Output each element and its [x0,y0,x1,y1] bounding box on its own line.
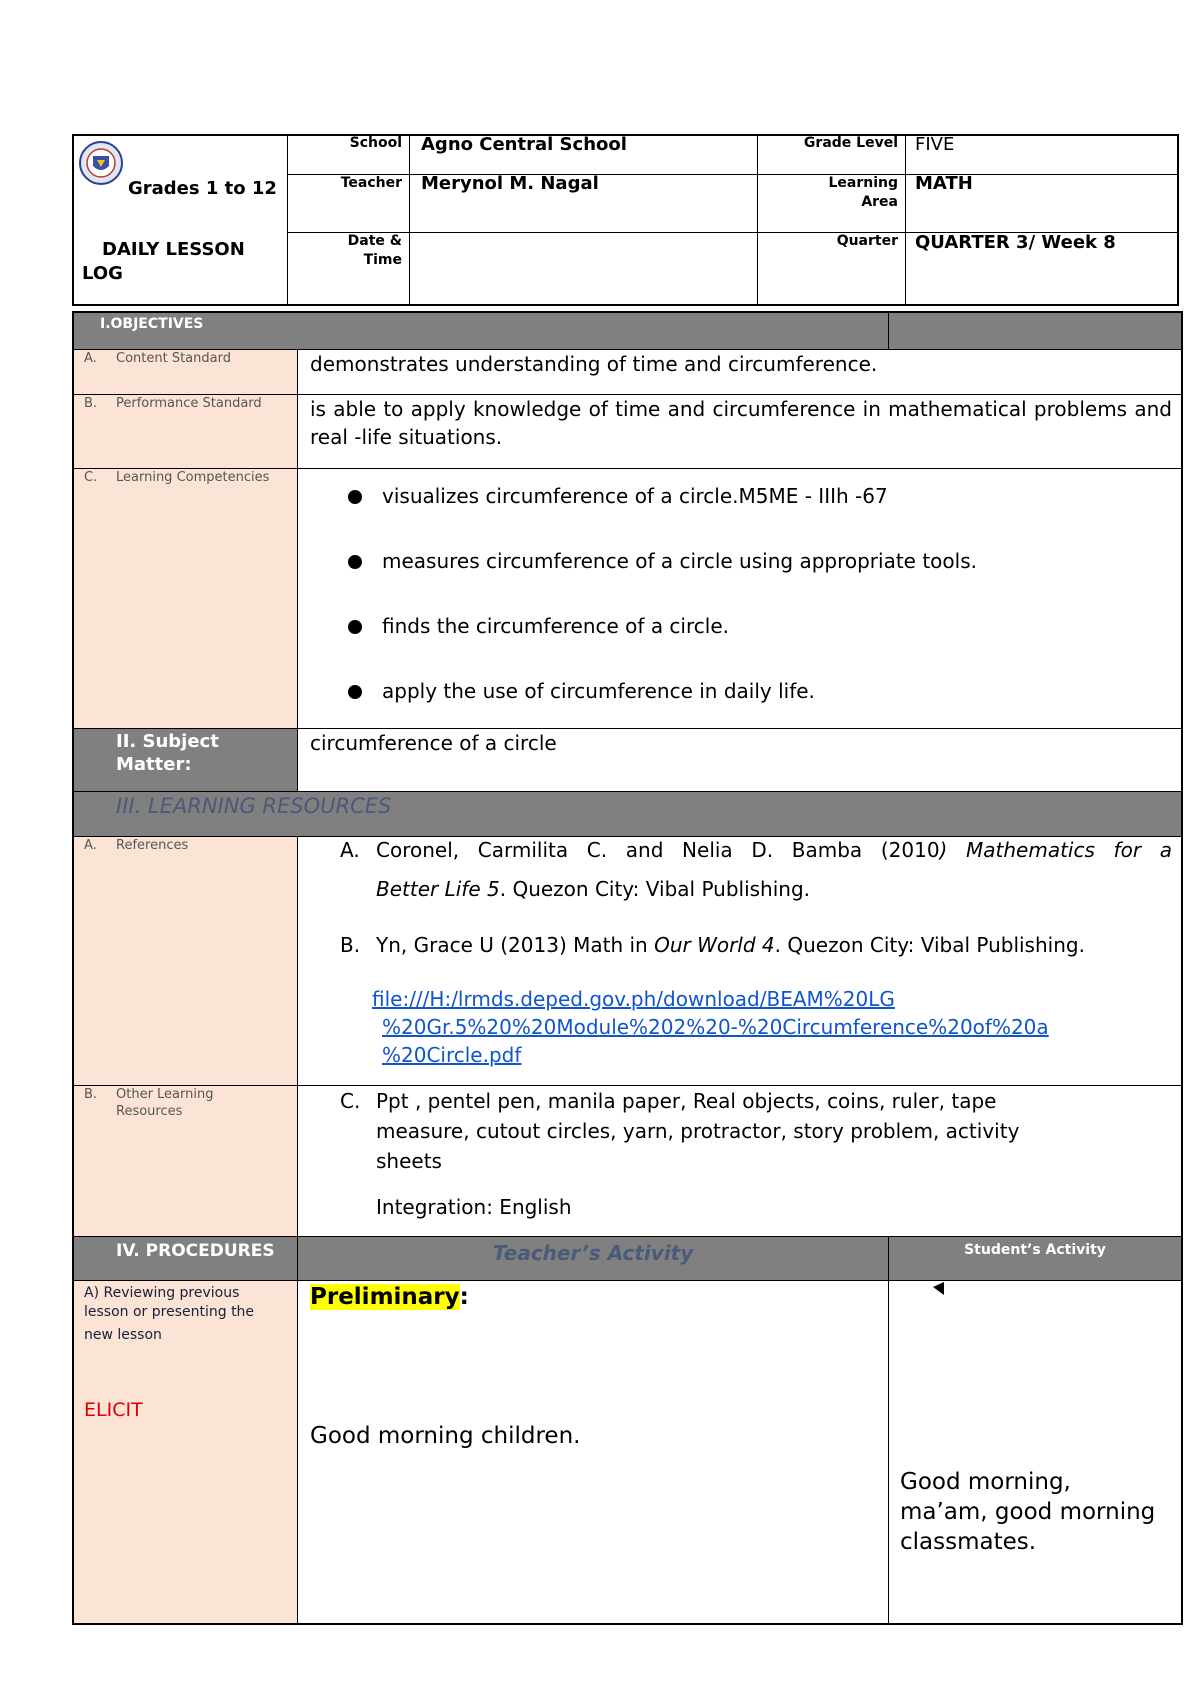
competency-item: visualizes circumference of a circle.M5ME - IIIh -67 [382,484,888,508]
preliminary-heading [310,1282,469,1312]
bullet-icon [348,685,362,699]
elicit-label: ELICIT [84,1399,143,1421]
quarter-value: QUARTER 3/ Week 8 [915,232,1116,253]
reference-a-text: Coronel, Carmilita C. and Nelia D. Bamba (2010 [376,838,940,862]
other-resources-line-3: sheets [376,1149,442,1173]
other-resources-label-text-2: Resources [116,1104,183,1119]
resources-label-column [74,836,298,1237]
objectives-header-bar [74,312,1181,350]
other-resources-label [84,1086,294,1120]
reference-b-title: Our World 4 [654,933,775,957]
performance-standard-text: is able to apply knowledge of time and circumference in mathematical problems and real -life situations. [310,397,1172,449]
student-reply-line: Good morning, [900,1469,1071,1495]
students-activity-heading: Student’s Activity [964,1242,1106,1258]
reference-b-text: Yn, Grace U (2013) Math in [376,933,655,957]
integration-text: Integration: English [376,1195,572,1219]
bullet-icon [348,490,362,504]
grades-text: Grades 1 to 12 [128,178,277,199]
reference-a-title-cont: Better Life 5 [376,877,500,901]
competency-item: measures circumference of a circle using appropriate tools. [382,549,977,573]
resources-heading: III. LEARNING RESOURCES [116,794,392,818]
reference-b-line [376,931,1085,959]
other-resources-num: B. [84,1087,98,1102]
performance-standard-num: B. [84,396,98,411]
school-value: Agno Central School [421,134,627,155]
competencies-num: C. [84,470,98,485]
bullet-icon [348,555,362,569]
procedures-heading: IV. PROCEDURES [116,1241,275,1261]
procedure-row-label [84,1284,289,1345]
student-reply [900,1467,1180,1557]
competencies-label-text: Learning Competencies [116,470,270,485]
other-resources-marker: C. [340,1089,361,1113]
teachers-activity-heading: Teacher’s Activity [492,1241,694,1265]
arrow-icon [932,1281,946,1297]
references-label-text: References [116,838,189,853]
content-standard-text: demonstrates understanding of time and circumference. [310,352,878,376]
competency-item: finds the circumference of a circle. [382,614,729,638]
bullet-icon [348,620,362,634]
subject-matter-heading: II. Subject Matter: [116,731,219,775]
subject-matter-text: circumference of a circle [310,731,557,755]
grades-label [82,177,277,201]
daily-lesson-log-title: DAILY LESSON LOG [82,239,245,284]
reference-link-line-2[interactable]: %20Gr.5%20%20Module%202%20-%20Circumference%20of%20a [382,1015,1049,1039]
performance-standard-label-text: Performance Standard [116,396,262,411]
reference-a-line-1 [376,836,1172,864]
other-resources-line-2: measure, cutout circles, yarn, protractor, story problem, activity [376,1119,1020,1143]
references-num: A. [84,838,97,853]
teacher-greeting: Good morning children. [310,1423,581,1449]
preliminary-colon: : [459,1284,469,1310]
grade-level-value: FIVE [915,134,955,155]
procedure-row-label-line: A) Reviewing previous [84,1285,240,1301]
teacher-value: Merynol M. Nagal [421,173,599,194]
reference-b-marker: B. [340,933,361,957]
reference-b-publisher: . Quezon City: Vibal Publishing. [774,933,1085,957]
quarter-label: Quarter [836,233,898,249]
teacher-label: Teacher [340,175,402,191]
reference-a-title: ) Mathematics for a [939,838,1172,862]
learning-area-value: MATH [915,173,973,194]
content-standard-label [84,350,294,367]
references-label [84,837,294,854]
reference-link-line-3[interactable]: %20Circle.pdf [382,1043,522,1067]
content-standard-num: A. [84,351,97,366]
preliminary-highlight: Preliminary [310,1284,460,1310]
reference-a-line-2 [376,875,810,903]
student-reply-line: classmates. [900,1529,1037,1555]
performance-standard-label [84,395,294,412]
reference-a-marker: A. [340,838,360,862]
grade-level-label: Grade Level [803,135,898,151]
other-resources-line-1: Ppt , pentel pen, manila paper, Real objects, coins, ruler, tape [376,1089,997,1113]
procedure-row-label-line: new lesson [84,1327,162,1343]
reference-link-line-1[interactable]: file:///H:/lrmds.deped.gov.ph/download/BEAM%20LG [372,987,895,1011]
student-reply-line: ma’am, good morning [900,1499,1156,1525]
school-label: School [349,135,402,151]
learning-competencies-label [84,469,294,486]
objectives-heading: I.OBJECTIVES [100,316,204,332]
procedure-row-label-line: lesson or presenting the [84,1304,255,1320]
reference-a-publisher: . Quezon City: Vibal Publishing. [499,877,811,901]
learning-area-label: Learning Area [828,175,898,210]
competency-item: apply the use of circumference in daily life. [382,679,815,703]
other-resources-label-text: Other Learning [116,1087,214,1102]
content-standard-label-text: Content Standard [116,351,231,366]
date-time-label: Date & Time [347,233,402,268]
